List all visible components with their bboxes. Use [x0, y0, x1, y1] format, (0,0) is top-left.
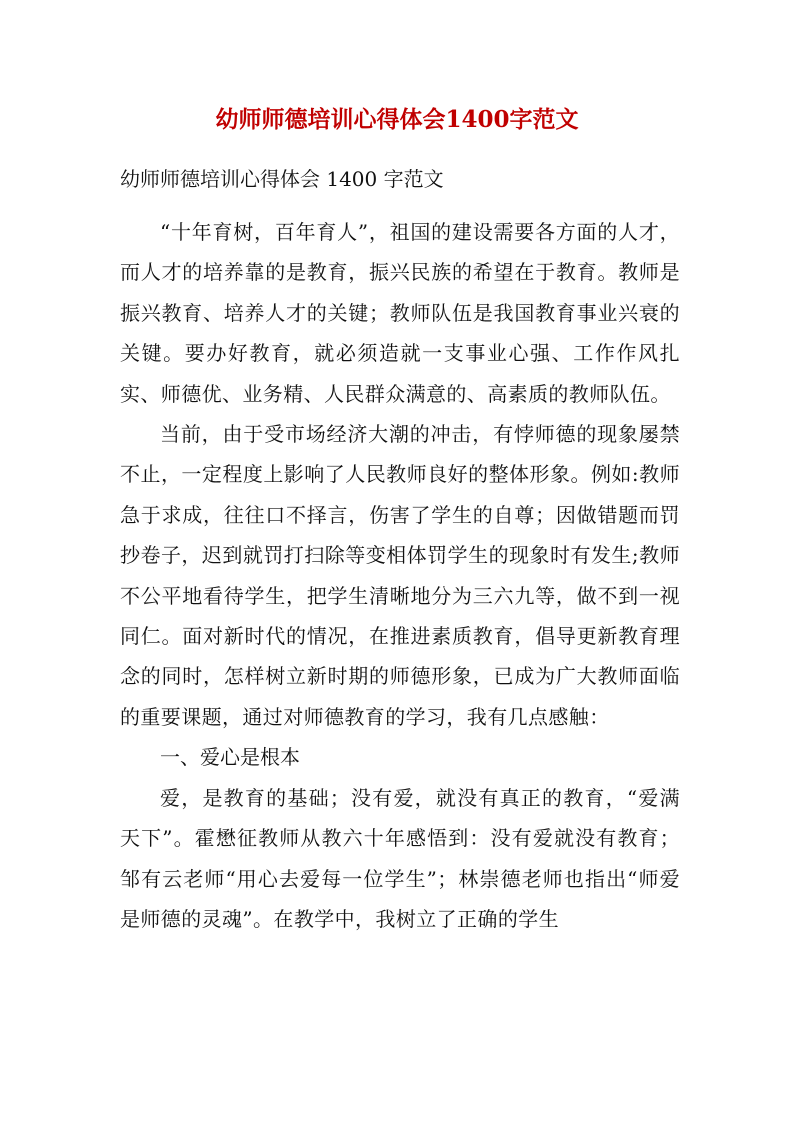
paragraph-current-situation: 当前，由于受市场经济大潮的冲击，有悖师德的现象屡禁不止，一定程度上影响了人民教师良好的整体形象。例如:教师急于求成，往往口不择言，伤害了学生的自尊；因做错题而罚抄卷子，迟到就罚打扫除等变相体罚学生的现象时有发生;教师不公平地看待学生，把学生清晰地分为三六九等，做不到一视同仁。面对新时代的情况，在推进素质教育，倡导更新教育理念的同时，怎样树立新时期的师德形象，已成为广大教师面临的重要课题，通过对师德教育的学习，我有几点感触： — [120, 422, 680, 729]
document-body — [120, 212, 680, 939]
paragraph-intro: “十年育树，百年育人”，祖国的建设需要各方面的人才，而人才的培养靠的是教育，振兴民族的希望在于教育。教师是振兴教育、培养人才的关键；教师队伍是我国教育事业兴衰的关键。要办好教育，就必须造就一支事业心强、工作作风扎实、师德优、业务精、人民群众满意的、高素质的教师队伍。 — [120, 220, 680, 406]
document-subtitle: 幼师师德培训心得体会 1400 字范文 — [120, 167, 444, 191]
document-title: 幼师师德培训心得体会1400字范文 — [215, 106, 579, 133]
section-heading-love: 一、爱心是根本 — [160, 745, 300, 770]
paragraph-love: 爱，是教育的基础；没有爱，就没有真正的教育，“爱满天下”。霍懋征教师从教六十年感悟到：没有爱就没有教育；邹有云老师“用心去爱每一位学生”；林崇德老师也指出“师爱是师德的灵魂”。在教学中，我树立了正确的学生 — [120, 785, 680, 931]
